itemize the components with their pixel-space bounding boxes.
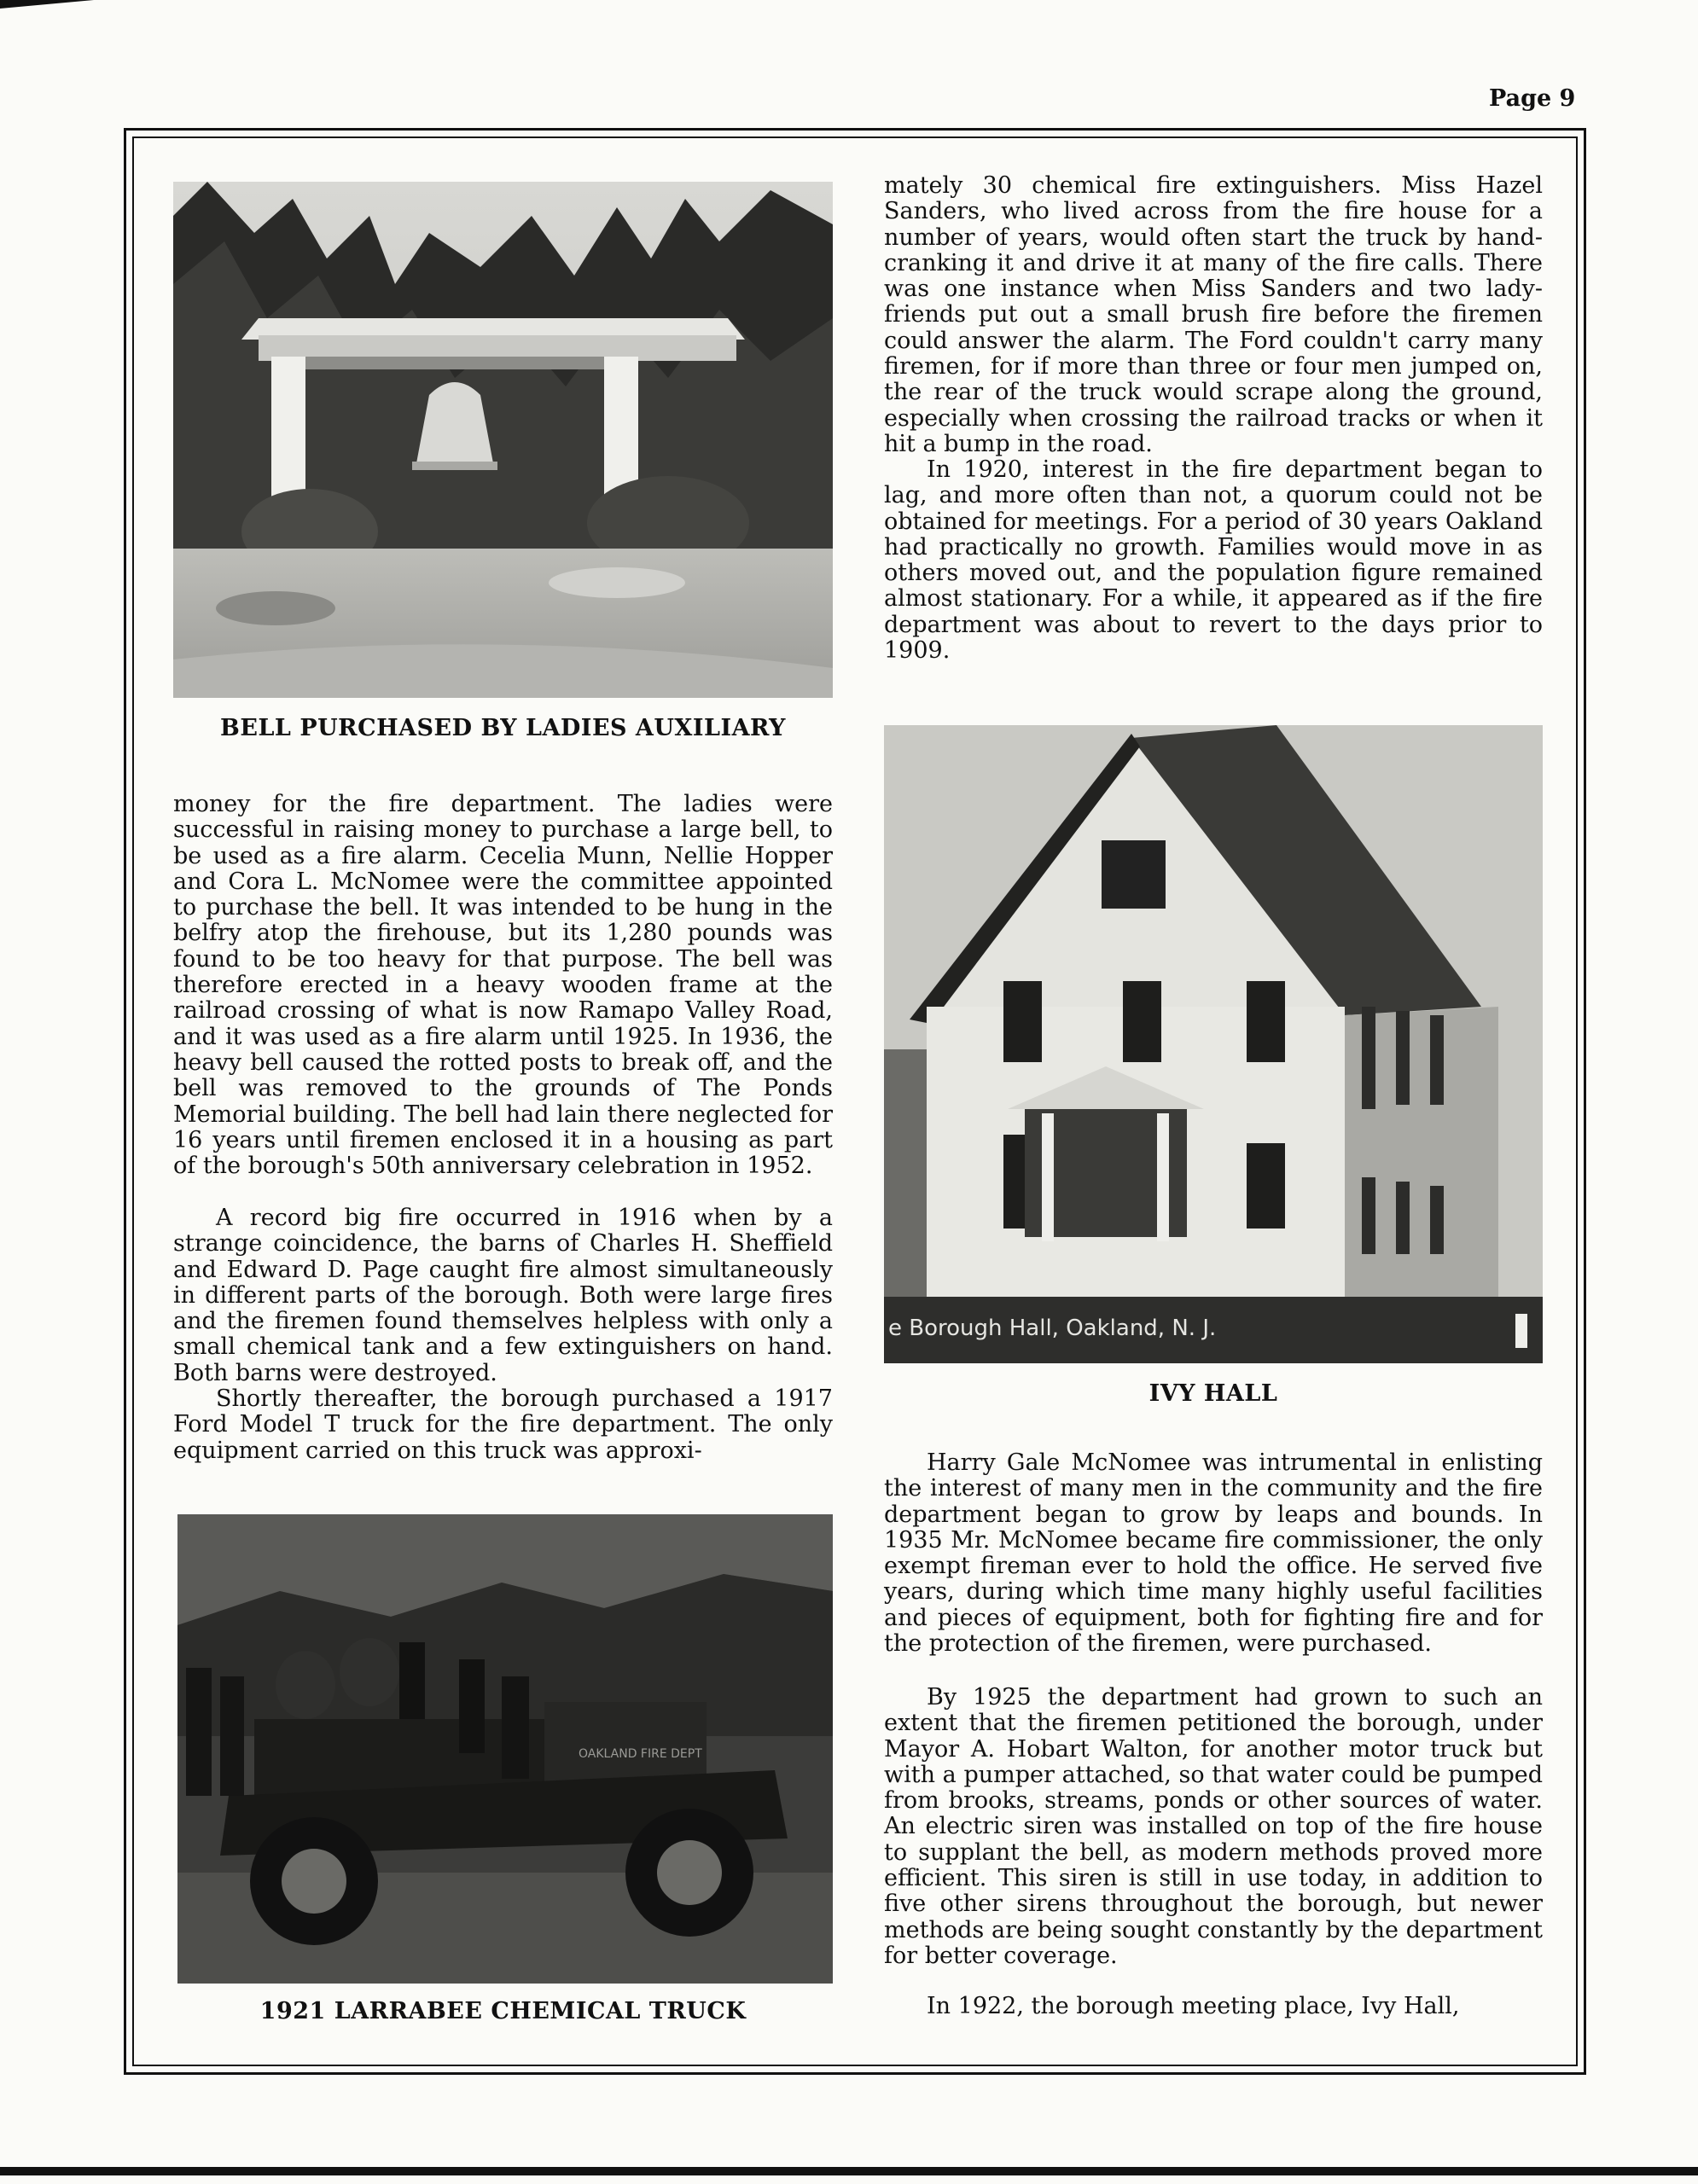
ivy-hall-photo-inscription: e Borough Hall, Oakland, N. J.	[888, 1316, 1217, 1341]
truck-photo-caption: 1921 LARRABEE CHEMICAL TRUCK	[259, 1998, 747, 2024]
bell-photo-caption: BELL PURCHASED BY LADIES AUXILIARY	[220, 715, 786, 741]
scan-corner-mark	[0, 0, 94, 9]
ivy-hall-photo-caption: IVY HALL	[1148, 1380, 1278, 1407]
bell-photo	[173, 182, 833, 698]
ivy-hall-photo	[884, 725, 1543, 1363]
page-number: Page 9	[1489, 85, 1576, 112]
right-paragraph-1: mately 30 chemical fire extinguishers. Miss Hazel Sanders, who lived across from the fire house for a number of years, would often start the truck by hand-cranking it and drive it at many of the fire calls. There was one instance when Miss Sanders and two lady-friends put out a small brush fire before the firemen could answer the alarm. The Ford couldn't carry many firemen, for if more than three or four men jumped on, the rear of the truck would scrape along the ground, especially when crossing the railroad tracks or when it hit a bump in the road.	[884, 172, 1543, 457]
right-paragraph-2: In 1920, interest in the fire department began to lag, and more often than not, a quorum could not be obtained for meetings. For a period of 30 years Oakland had practically no growth. Families would move in as others moved out, and the population figure remained almost stationary. For a while, it appeared as if the fire department was about to revert to the days prior to 1909.	[884, 456, 1543, 665]
right-paragraph-4: By 1925 the department had grown to such an extent that the firemen petitioned the borough, under Mayor A. Hobart Walton, for another motor truck but with a pumper attached, so that water could be pumped from brooks, streams, ponds or other sources of water. An electric siren was installed on top of the fire house to supplant the bell, as modern methods proved more efficient. This siren is still in use today, in addition to five other sirens throughout the borough, but newer methods are being sought constantly by the department for better coverage.	[884, 1684, 1543, 1969]
truck-photo	[177, 1514, 833, 1984]
right-paragraph-3: Harry Gale McNomee was intrumental in enlisting the interest of many men in the community and the fire department began to grow by leaps and bounds. In 1935 Mr. McNomee became fire commissioner, the only exempt fireman ever to hold the office. He served five years, during which time many highly useful facilities and pieces of equipment, both for fighting fire and for the protection of the firemen, were purchased.	[884, 1449, 1543, 1658]
scan-bottom-edge	[0, 2167, 1698, 2175]
right-paragraph-5: In 1922, the borough meeting place, Ivy Hall,	[927, 1993, 1460, 2019]
left-paragraph-1: money for the fire department. The ladies were successful in raising money to purchase a large bell, to be used as a fire alarm. Cecelia Munn, Nellie Hopper and Cora L. McNomee were the committee appointed to purchase the bell. It was intended to be hung in the belfry atop the firehouse, but its 1,280 pounds was found to be too heavy for that purpose. The bell was therefore erected in a heavy wooden frame at the railroad crossing of what is now Ramapo Valley Road, and it was used as a fire alarm until 1925. In 1936, the heavy bell caused the rotted posts to break off, and the bell was removed to the grounds of The Ponds Memorial building. The bell had lain there neglected for 16 years until firemen enclosed it in a housing as part of the borough's 50th anniversary celebration in 1952.	[173, 791, 833, 1180]
truck-door-lettering: OAKLAND FIRE DEPT	[579, 1747, 702, 1761]
left-paragraph-3: Shortly thereafter, the borough purchased a 1917 Ford Model T truck for the fire department. The only equipment carried on this truck was approxi-	[173, 1385, 833, 1464]
left-paragraph-2: A record big fire occurred in 1916 when by a strange coincidence, the barns of Charles H. Sheffield and Edward D. Page caught fire almost simultaneously in different parts of the borough. Both were large fires and the firemen found themselves helpless with only a small chemical tank and a few extinguishers on hand. Both barns were destroyed.	[173, 1205, 833, 1386]
